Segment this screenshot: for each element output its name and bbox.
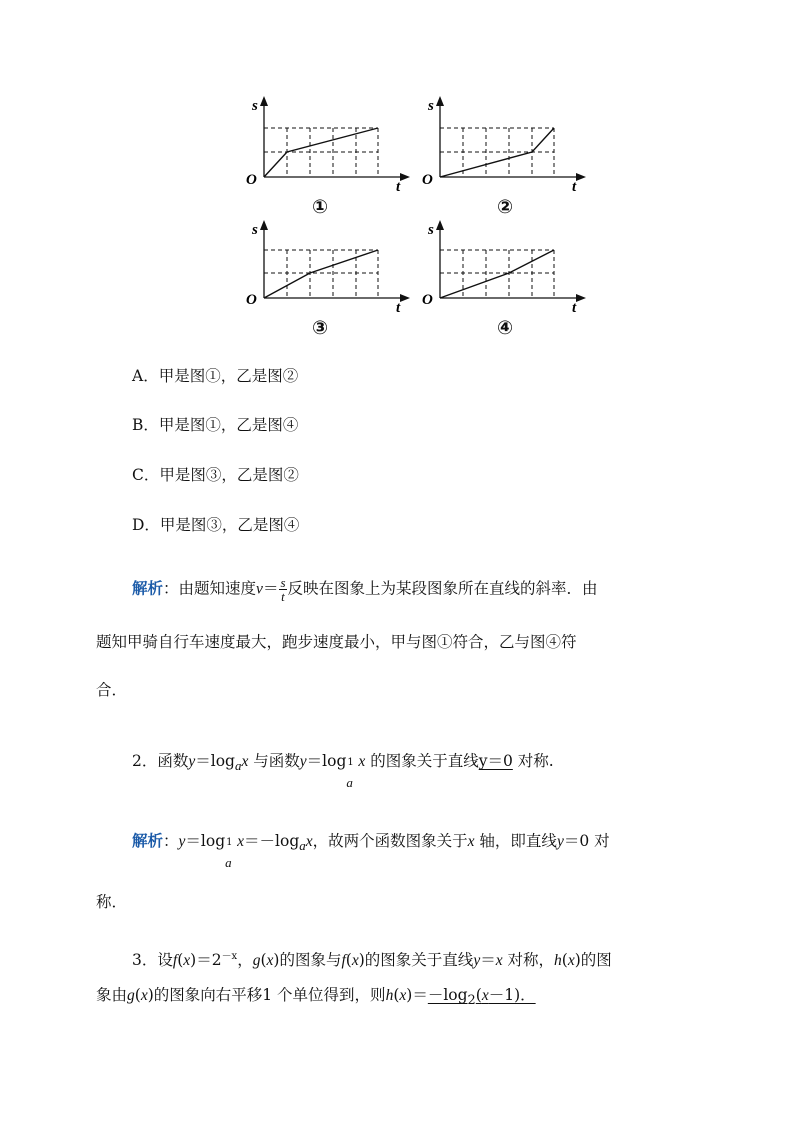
log-base-fraction: 1 a <box>225 837 233 870</box>
s-axis-label: s <box>252 222 258 238</box>
graph-4-label: ④ <box>497 317 514 339</box>
graph-1-label: ① <box>312 196 329 218</box>
graph-1 <box>234 92 414 192</box>
graph-3 <box>234 214 414 314</box>
fraction-s-over-t: $\frac{s}{t}$ <box>280 575 286 604</box>
graph-4 <box>410 214 590 314</box>
s-axis-label: s <box>252 98 258 114</box>
analysis-1-line-2: 题知甲骑自行车速度最大，跑步速度最小，甲与图①符合，乙与图④符 <box>96 633 577 651</box>
analysis-tag: 解析 <box>132 579 164 598</box>
question-3-line-1: 3．设$f(x)=2^{-x}$，g(x)的图象与f(x)的图象关于直线y＝x 对称，h(x)的图 <box>132 951 612 970</box>
option-d: D．甲是图③，乙是图④ <box>132 516 300 534</box>
origin-label: O <box>246 292 257 308</box>
analysis-1-line-3: 合． <box>96 681 128 699</box>
t-axis-label: t <box>396 179 401 192</box>
t-axis-label: t <box>572 179 577 192</box>
graph-3-label: ③ <box>312 317 329 339</box>
log-base-fraction: 1 a <box>346 757 354 790</box>
analysis-2-line-1: 解析：y＝log 1 a $x=-\log_ax$，故两个函数图象关于x 轴，即直线y＝0 对 <box>132 832 610 870</box>
s-axis-label: s <box>428 222 434 238</box>
analysis-tag: 解析 <box>132 832 164 850</box>
question-2: 2．函数$y=\log_ax$ 与函数y＝log 1 a x 的图象关于直线y＝0 对称. <box>132 752 554 790</box>
origin-label: O <box>422 172 433 188</box>
s-axis-label: s <box>428 98 434 114</box>
option-b: B．甲是图①，乙是图④ <box>132 416 299 434</box>
graph-4-svg <box>410 214 590 314</box>
origin-label: O <box>246 172 257 188</box>
analysis-1-line-1: 解析：由题知速度v＝ $\frac{s}{t}$ 反映在图象上为某段图象所在直线的斜率．由 <box>132 575 598 604</box>
graph-1-svg <box>234 92 414 192</box>
graph-2 <box>410 92 590 192</box>
graph-2-label: ② <box>497 196 514 218</box>
option-a: A．甲是图①，乙是图② <box>132 367 299 385</box>
graph-2-svg <box>410 92 590 192</box>
t-axis-label: t <box>396 300 401 314</box>
answer-2: y＝0 <box>478 752 513 770</box>
question-3-line-2: 象由g(x)的图象向右平移1 个单位得到，则$h(x)=-\log_2(x-1)$． <box>96 986 536 1009</box>
t-axis-label: t <box>572 300 577 314</box>
option-c: C．甲是图③，乙是图② <box>132 466 299 484</box>
analysis-2-line-2: 称． <box>96 893 128 911</box>
origin-label: O <box>422 292 433 308</box>
graph-3-svg <box>234 214 414 314</box>
answer-3: $-\log_2(x-1)$． <box>427 986 536 1009</box>
